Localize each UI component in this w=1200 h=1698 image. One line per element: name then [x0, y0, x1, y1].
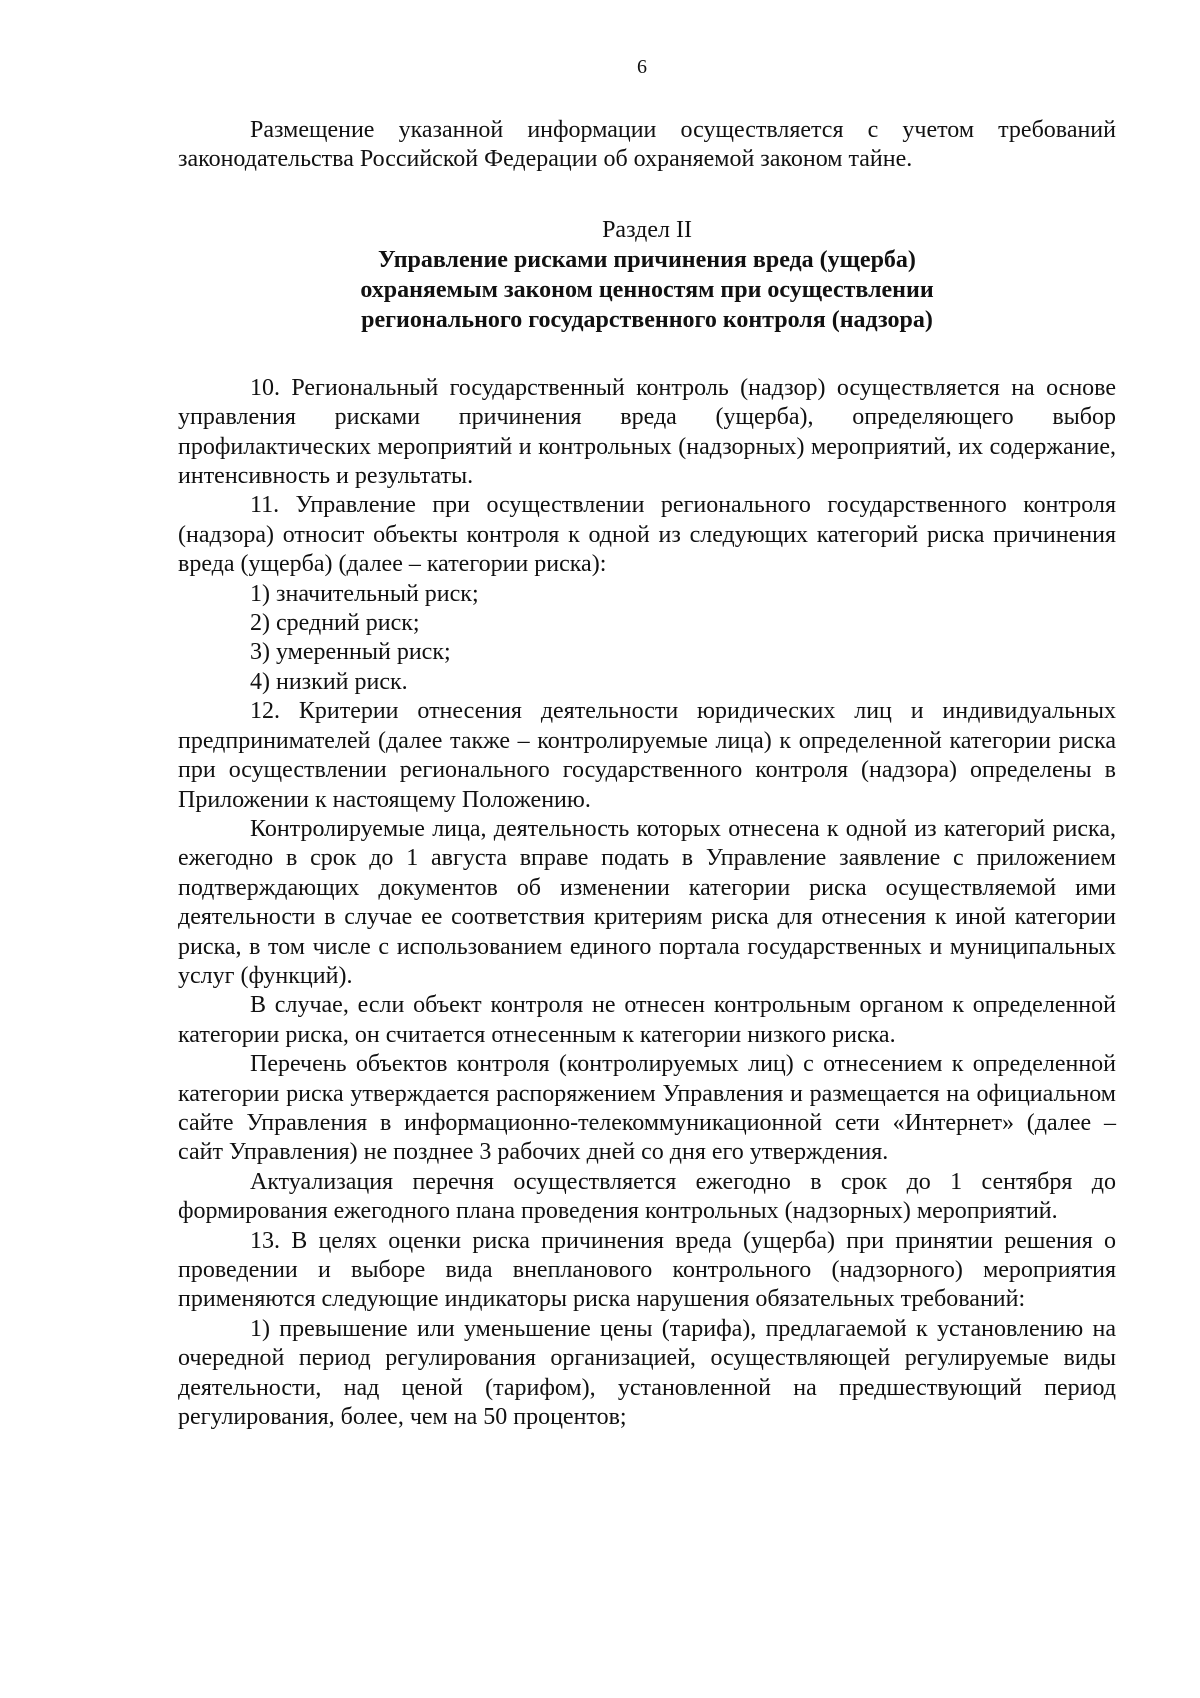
intro-paragraph: Размещение указанной информации осуществляется с учетом требований законодательства Российской Федерации об охраняемой законом тайне.: [178, 117, 1116, 173]
section-title: Управление рисками причинения вреда (ущерба) охраняемым законом ценностям при осуществлении регионального государственного контроля (надзора): [360, 246, 934, 333]
section-header: [178, 215, 1116, 335]
list-item: 2) средний риск;: [250, 610, 420, 637]
paragraph-12-update: Актуализация перечня осуществляется ежегодно в срок до 1 сентября до формирования ежегодного плана проведения контрольных (надзорных) мероприятий.: [178, 1168, 1116, 1225]
paragraph-11: 11. Управление при осуществлении регионального государственного контроля (надзора) относит объекты контроля к одной из следующих категорий риска причинения вреда (ущерба) (далее – категории риска):: [178, 492, 1116, 578]
section-label: Раздел II: [602, 216, 692, 243]
document-body: [178, 116, 1116, 1432]
paragraph-13: 13. В целях оценки риска причинения вреда (ущерба) при принятии решения о проведении и выборе вида внепланового контрольного (надзорного) мероприятия применяются следующие индикаторы риска нарушения обязательных требований:: [178, 1227, 1116, 1313]
paragraph-10: 10. Региональный государственный контроль (надзор) осуществляется на основе управления рисками причинения вреда (ущерба), определяющего выбор профилактических мероприятий и контрольных (надзорных) мероприятий, их содержание, интенсивность и результаты.: [178, 374, 1116, 490]
paragraph-12-object-list: Перечень объектов контроля (контролируемых лиц) с отнесением к определенной категории риска утверждается распоряжением Управления и размещается на официальном сайте Управления в информационно-телекоммуникационной сети «Интернет» (далее – сайт Управления) не позднее 3 рабочих дней со дня его утверждения.: [178, 1051, 1116, 1166]
page-number: 6: [637, 56, 647, 78]
paragraph-12-risk-change: Контролируемые лица, деятельность которых отнесена к одной из категорий риска, ежегодно в срок до 1 августа вправе подать в Управление заявление с приложением подтверждающих документов об изменении категории риска осуществляемой ими деятельности в случае ее соответствия критериям риска для отнесения к иной категории риска, в том числе с использованием единого портала государственных и муниципальных услуг (функций).: [178, 815, 1116, 989]
risk-category-list: [178, 580, 1116, 698]
paragraph-13-indicator-1: 1) превышение или уменьшение цены (тарифа), предлагаемой к установлению на очередной период регулирования организацией, осуществляющей регулируемые виды деятельности, над ценой (тарифом), установленной на предшествующий период регулирования, более, чем на 50 процентов;: [178, 1315, 1116, 1431]
list-item: 1) значительный риск;: [250, 580, 479, 607]
paragraph-12: 12. Критерии отнесения деятельности юридических лиц и индивидуальных предпринимателей (далее также – контролируемые лица) к определенной категории риска при осуществлении регионального государственного контроля (надзора) определены в Приложении к настоящему Положению.: [178, 698, 1116, 813]
paragraph-12-default-risk: В случае, если объект контроля не отнесен контрольным органом к определенной категории риска, он считается отнесенным к категории низкого риска.: [178, 992, 1116, 1048]
list-item: 3) умеренный риск;: [250, 639, 451, 666]
list-item: 4) низкий риск.: [250, 668, 408, 695]
